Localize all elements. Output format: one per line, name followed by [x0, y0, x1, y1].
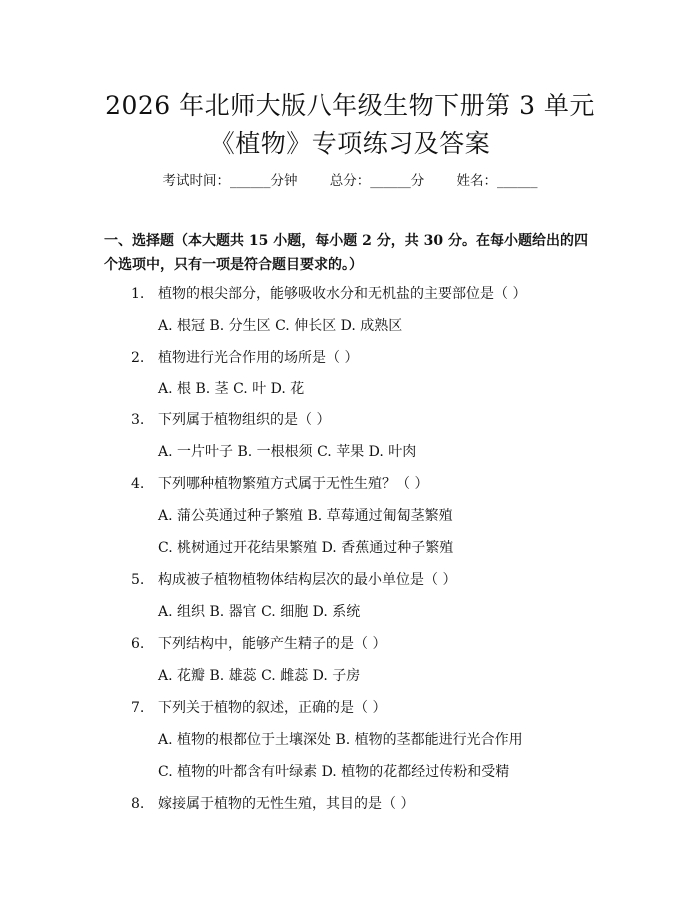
total-score-field: 总分：______分 [329, 173, 425, 189]
question-number: 3. [131, 412, 145, 428]
question-4 [131, 473, 428, 493]
question-text: 嫁接属于植物的无性生殖，其目的是（ ） [158, 796, 415, 812]
question-text: 下列属于植物组织的是（ ） [158, 412, 331, 428]
exam-info [0, 169, 700, 189]
exam-time-field: 考试时间：______分钟 [162, 173, 298, 189]
question-8 [131, 793, 414, 813]
section-heading: 一、选择题（本大题共 15 小题，每小题 2 分，共 30 分。在每小题给出的四个选项中，只有一项是符合题目要求的。） [104, 233, 588, 273]
question-1 [131, 283, 526, 303]
title-line-2: 《植物》专项练习及答案 [209, 129, 491, 158]
question-text: 下列结构中，能够产生精子的是（ ） [158, 636, 387, 652]
question-number: 4. [131, 476, 145, 492]
student-name-field: 姓名：______ [456, 173, 538, 189]
question-number: 2. [131, 350, 145, 366]
question-number: 5. [131, 572, 145, 588]
question-4-options-line-1: A. 蒲公英通过种子繁殖 B. 草莓通过匍匐茎繁殖 [158, 508, 453, 524]
question-7-options-line-2: C. 植物的叶都含有叶绿素 D. 植物的花都经过传粉和受精 [158, 764, 510, 780]
question-1-options: A. 根冠 B. 分生区 C. 伸长区 D. 成熟区 [158, 318, 403, 334]
question-6-options: A. 花瓣 B. 雄蕊 C. 雌蕊 D. 子房 [158, 668, 361, 684]
question-number: 8. [131, 796, 145, 812]
question-text: 植物进行光合作用的场所是（ ） [158, 350, 359, 366]
question-5 [131, 569, 456, 589]
question-7-options-line-1: A. 植物的根都位于土壤深处 B. 植物的茎都能进行光合作用 [158, 732, 523, 748]
question-6 [131, 633, 386, 653]
question-number: 7. [131, 700, 145, 716]
question-7 [131, 697, 386, 717]
question-number: 6. [131, 636, 145, 652]
question-text: 植物的根尖部分，能够吸收水分和无机盐的主要部位是（ ） [158, 286, 527, 302]
question-text: 下列关于植物的叙述，正确的是（ ） [158, 700, 387, 716]
question-number: 1. [131, 286, 145, 302]
question-5-options: A. 组织 B. 器官 C. 细胞 D. 系统 [158, 604, 361, 620]
title-line-1: 2026 年北师大版八年级生物下册第 3 单元 [105, 91, 595, 120]
question-4-options-line-2: C. 桃树通过开花结果繁殖 D. 香蕉通过种子繁殖 [158, 540, 454, 556]
question-text: 下列哪种植物繁殖方式属于无性生殖？（ ） [158, 476, 429, 492]
question-2-options: A. 根 B. 茎 C. 叶 D. 花 [158, 381, 305, 397]
question-3-options: A. 一片叶子 B. 一根根须 C. 苹果 D. 叶肉 [158, 444, 417, 460]
question-2 [131, 347, 358, 367]
question-text: 构成被子植物植物体结构层次的最小单位是（ ） [158, 572, 457, 588]
question-3 [131, 409, 330, 429]
